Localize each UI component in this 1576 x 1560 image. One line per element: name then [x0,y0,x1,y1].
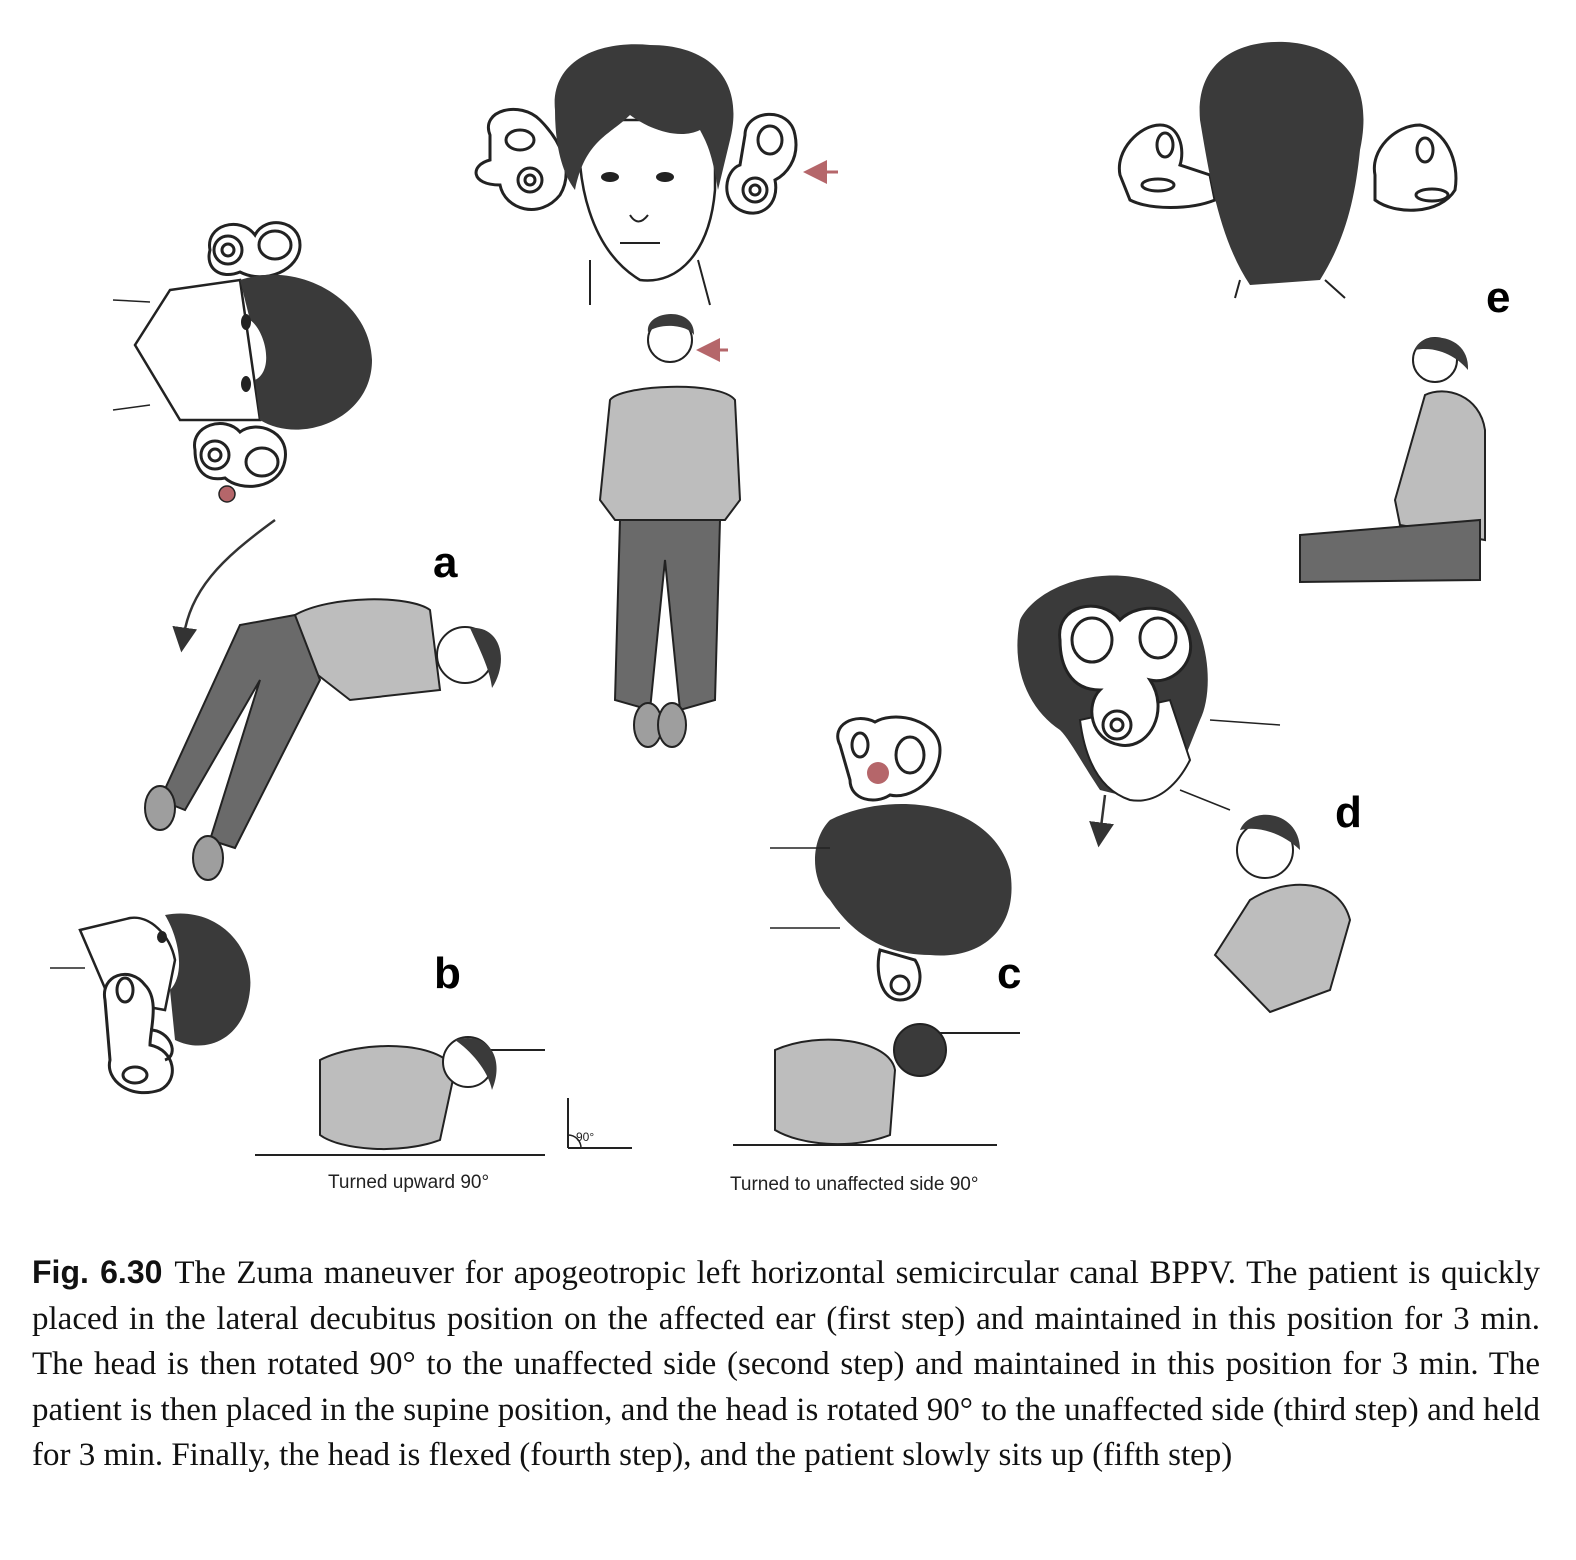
panel-letter-b: b [434,949,461,998]
seated-patient-figure [600,314,740,747]
figure-caption [32,1250,1540,1479]
lateral-decubitus-body [145,599,501,880]
head-supine-upward [50,913,250,1092]
panel-letter-d: d [1335,788,1362,837]
flexed-body-d [1215,815,1350,1012]
head-back-with-labyrinths [1119,42,1456,298]
head-front-with-labyrinths [476,44,838,305]
head-flexed [1017,576,1280,835]
figure-label: Fig. 6.30 [32,1254,163,1290]
label-turned-unaffected: Turned to unaffected side 90° [730,1174,979,1195]
panel-letter-e: e [1486,273,1511,322]
panel-letter-a: a [433,538,458,587]
labyrinth-left-ear [476,109,566,209]
supine-body-c [733,1024,1020,1145]
labyrinth-right-ear [727,114,796,213]
sitting-up-figure [1300,337,1485,582]
label-turned-upward: Turned upward 90° [328,1172,490,1193]
label-angle: 90° [576,1130,595,1144]
caption-text: The Zuma maneuver for apogeotropic left horizontal semicircular canal BPPV. The patient is quickly placed in the lateral decubitus position on the affected ear (first step) and maintained in this position for 3 min. The head is then rotated 90° to the unaffected side (second step) and maintained in this position for 3 min. The patient is then placed in the supine position, and the head is rotated 90° to the unaffected side (third step) and held for 3 min. Finally, the head is flexed (fourth step), and the patient slowly sits up (fifth step) [32,1255,1541,1473]
head-turned-unaffected [770,717,1012,1000]
panel-letter-c: c [997,949,1022,998]
head-lateral-decubitus [113,223,372,640]
